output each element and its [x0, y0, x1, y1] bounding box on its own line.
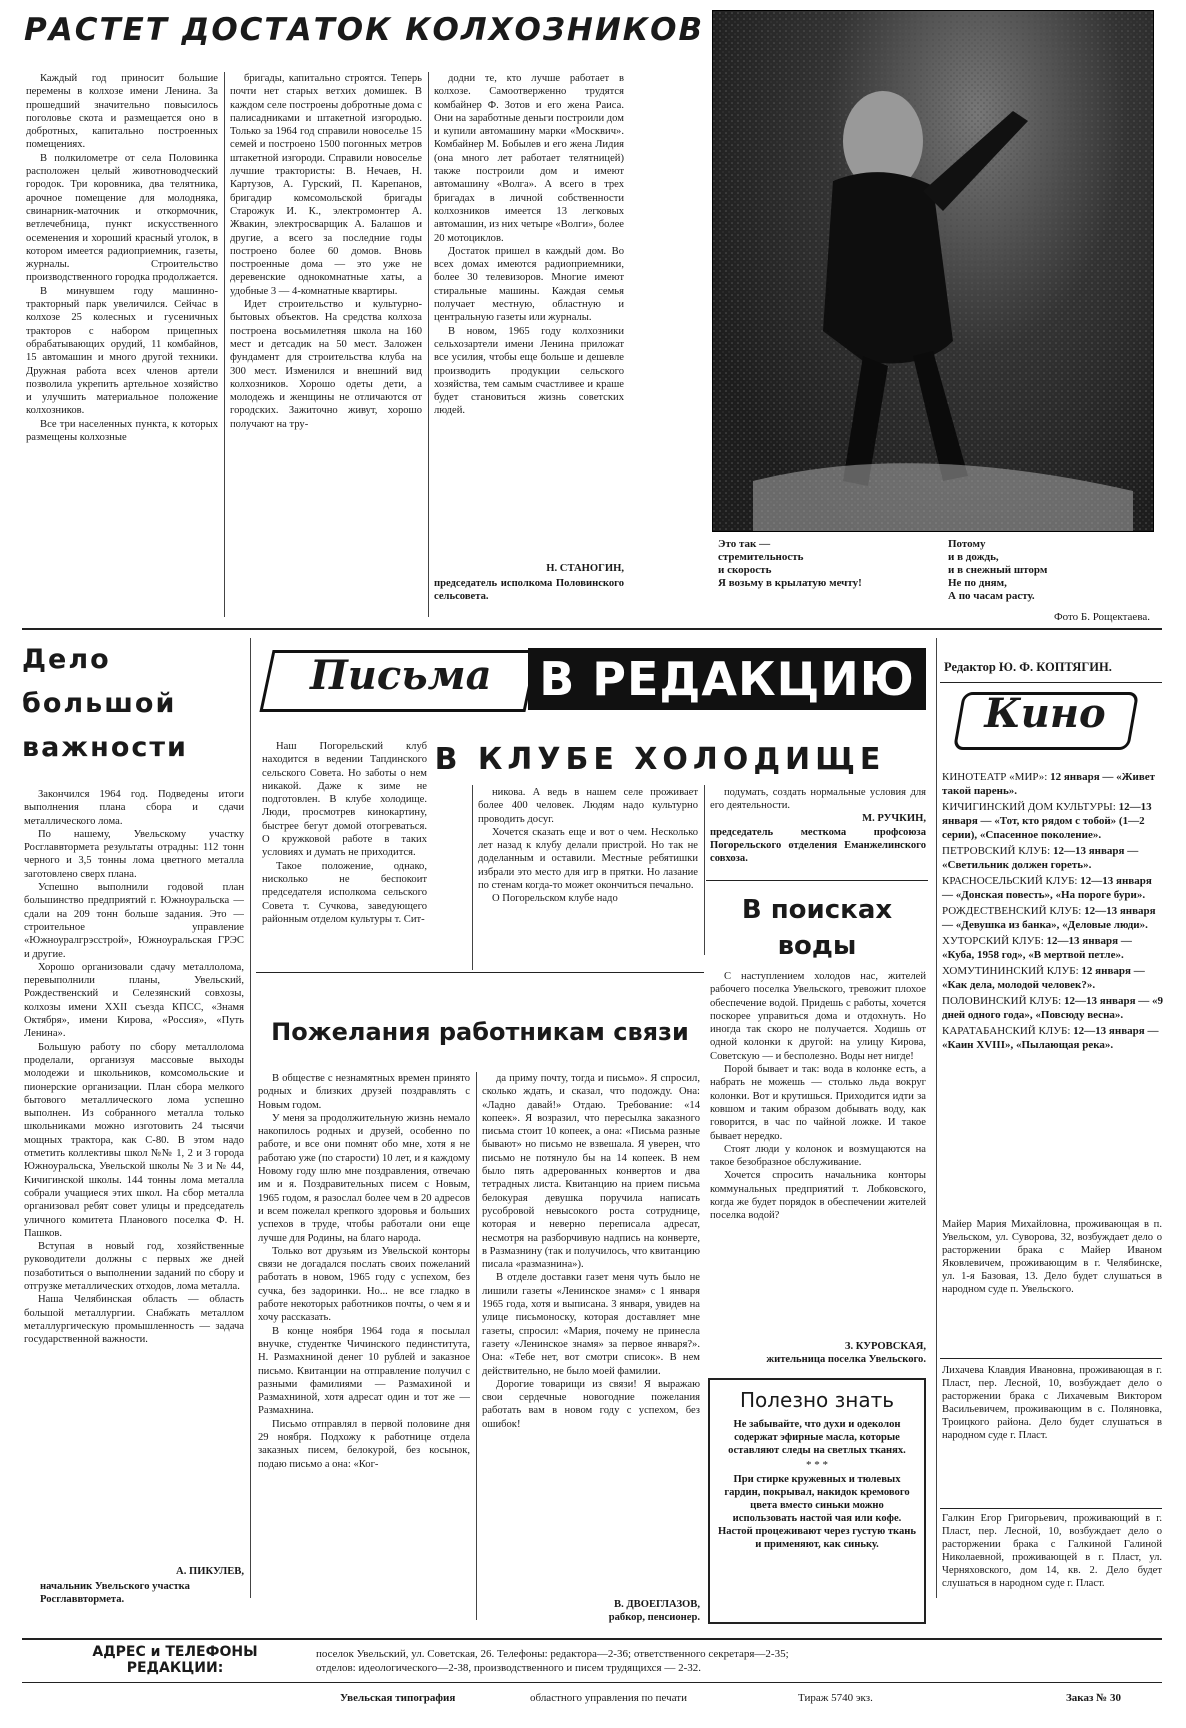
kino-place: ПЕТРОВСКИЙ КЛУБ:: [942, 845, 1053, 857]
paragraph: С наступлением холодов нас, жителей рабочего поселка Увельского, тревожит плохое обеспечение водой. Придешь с работы, хочется поскорее управиться дома и отдохнуть. Но иногда так скоро не получается. Ходишь от одной колонки к другой: на улицу Кирова, Советскую — и бесполезно. Воды нет нигде!: [710, 971, 926, 1062]
paragraph: В новом, 1965 году колхозники сельхозартели имени Ленина приложат все усилия, чтобы еще больше и дешевле производить продукции сельского хозяйства, тем самым счастливее и краше будет становиться жизнь советских людей.: [434, 325, 624, 417]
divider: [940, 682, 1162, 683]
editor-name: Редактор Ю. Ф. КОПТЯГИН.: [944, 660, 1112, 674]
kino-list: [942, 770, 1164, 1054]
kino-item: [942, 874, 1164, 902]
kino-schedule: 12—13 января — «Куба, 1958 год», «В мертвой петле».: [942, 935, 1132, 961]
paragraph: Наш Погорельский клуб находится в ведении Тапдинского сельского Совета. Но заботы о нем никакой. Даже к зиме не подготовлен. В клубе холодище. Люди, просмотрев кинокартину, быстрее бегут домой отогреваться. О кружковой работе в таких условиях и думать не приходится.: [262, 741, 427, 859]
kino-schedule: 12—13 января — «Донская повесть», «На пороге бури».: [942, 875, 1152, 901]
delo-text: [24, 788, 244, 1560]
photo-caption-left: Это так — стремительность и скорость Я возьму в крылатую мечту!: [718, 538, 862, 589]
paragraph: Дорогие товарищи из связи! Я выражаю свои сердечные новогодние пожелания работать вам в новом году с успехом, без ошибок!: [482, 1378, 700, 1430]
kino-item: [942, 770, 1164, 798]
divider: [250, 638, 251, 1598]
paragraph: В обществе с незнамятных времен принято родных и близких друзей поздравлять с Новым годом.: [258, 1073, 470, 1111]
wishes-title: Пожелания работникам связи: [271, 1018, 689, 1046]
water-text: [710, 970, 926, 1340]
footer-divider: [22, 1638, 1162, 1640]
paragraph: бригады, капитально строятся. Теперь почти нет старых ветхих домишек. В каждом селе построены добротные дома с палисадниками и штакетной изгородью. Только за 1964 год справили новоселье 15 семей и построено 1500 погонных метров штакетной изгороди. Справили новоселье лучшие трактористы: В. Нечаев, Н. Картузов, А. Гурский, П. Карепанов, бригадир комсомольской бригады Старожук И. К., электромонтер А. Жвакин, электросварщик А. Балашов и другие, а всего за последние годы построено более 60 домов. Вновь построенные дома — это уже не деревенские однокомнатные хаты, а удобные 3 — 4-комнатные квартиры.: [230, 73, 422, 297]
club-col2: [478, 786, 698, 971]
useful-box: [708, 1378, 926, 1624]
paragraph: В отделе доставки газет меня чуть было не лишили газеты «Ленинское знамя» с 1 января 1965 года, хотя и выписана. 3 января, увидев на улице письмоноску, которая доставляет мне газеты, спросил: «Мария, почему не принесла газету «Ленинское знамя» за первое января?». Она: «Тебе нет, вот смотри список». В нем действительно, не было моей фамилии.: [482, 1272, 700, 1377]
photo-child: [712, 10, 1154, 532]
kino-place: ХУТОРСКИЙ КЛУБ:: [942, 935, 1047, 947]
kino-place: КАРАТАБАНСКИЙ КЛУБ:: [942, 1025, 1074, 1037]
divorce-notice-1: Майер Мария Михайловна, проживающая в п. Увельском, ул. Суворова, 32, возбуждает дело о расторжении брака с Майер Иваном Яковлевичем, проживающим в г. Челябинске, ул. 1-я Базовая, 13. Дело будет слушаться в народном суде п. Увельского.: [942, 1219, 1162, 1295]
water-signature-role: жительница поселка Увельского.: [766, 1354, 926, 1365]
club-signature-role: председатель месткома профсоюза Погорельского отделения Еманжелинского совхоза.: [710, 827, 926, 864]
paragraph: О Погорельском клубе надо: [492, 893, 618, 905]
kino-schedule: 12—13 января — «Каин XVIII», «Пылающая река».: [942, 1025, 1159, 1051]
kino-schedule: 12 января — «Как дела, молодой человек?».: [942, 965, 1145, 991]
top-article-col2: [230, 72, 422, 617]
divider: [940, 1508, 1162, 1509]
wishes-col2: [482, 1072, 700, 1594]
delo-signature: А. ПИКУЛЕВ,: [176, 1566, 244, 1577]
paragraph: Наша Челябинская область — область большой металлургии. Снабжать металлом металлургическую промышленность — задача государственной важности.: [24, 1294, 244, 1346]
headline-rastet: РАСТЕТ ДОСТАТОК КОЛХОЗНИКОВ: [24, 12, 705, 48]
footer-address-label: АДРЕС и ТЕЛЕФОНЫ РЕДАКЦИИ:: [92, 1644, 258, 1676]
kino-item: [942, 904, 1164, 932]
useful-stars: * * *: [806, 1459, 828, 1471]
kino-item: [942, 994, 1164, 1022]
footer-divider-2: [22, 1682, 1162, 1683]
divider: [476, 1072, 477, 1620]
paragraph: У меня за продолжительную жизнь немало накопилось родных и друзей, особенно по работе, и все они помнят обо мне, хотя я не работаю уже (по старости) 10 лет, и я каждому Новому году шлю мне поздравления, отвечаю им и я. Поздравительных писем с Новым, 1965 годом, я разослал более чем в 20 адресов и всем пожелал крепкого здоровья и больших успехов в труде, чтобы работали они еще лучше для Родины, на благо народа.: [258, 1112, 470, 1244]
kino-place: ХОМУТИНИНСКИЙ КЛУБ:: [942, 965, 1082, 977]
paragraph: Письмо отправлял в первой половине дня 29 ноября. Подхожу к работнице отдела заказных писем, белокурой, без косынок, подаю письмо а она: «Ког-: [258, 1418, 470, 1470]
paragraph: Хочется сказать еще и вот о чем. Несколько лет назад к клубу делали пристрой. Но так не доделанным и оставили. Местные ребятишки избрали это место для игр в прятки. Но лазание по стенам когда-то может окончиться печально.: [478, 826, 698, 892]
kino-place: КИНОТЕАТР «МИР»:: [942, 771, 1051, 783]
divider: [428, 72, 429, 617]
useful-title: Полезно знать: [739, 1388, 895, 1412]
top-article-signature-role: председатель исполкома Половинского сельсовета.: [434, 578, 624, 602]
photo-caption-right: Потому и в дождь, и в снежный шторм Не по дням, А по часам расту.: [948, 538, 1048, 602]
letters-banner: [266, 640, 926, 720]
kino-item: [942, 1024, 1164, 1052]
footer-circulation: Тираж 5740 экз.: [798, 1692, 873, 1704]
paragraph: Закончился 1964 год. Подведены итоги выполнения плана сбора и сдачи металлического лома.: [24, 789, 244, 827]
useful-tip-2: При стирке кружевных и тюлевых гардин, покрывал, накидок кремового цвета вместо синьки можно использовать настой чая или кофе. Настой процеживают через густую ткань и применяют, как синьку.: [718, 1474, 916, 1550]
kino-item: [942, 800, 1164, 842]
paragraph: Порой бывает и так: вода в колонке есть, а набрать не можешь — столько льда вокруг колонки. Вот и крутишься. Приходится идти за ковшом и таким образом добывать воду, как говорится, в час по чайной ложке. И такое бывает нередко.: [710, 1064, 926, 1142]
paragraph: Идет строительство и культурно-бытовых объектов. На средства колхоза построена восьмилетняя школа на 160 мест и детсадик на 50 мест. Заложен фундамент для строительства клуба на 300 мест. Изменился и внешний вид колхозников. Хорошо одеты дети, а молодежь и женщины не отличаются от городских. Зажиточно живут, хорошо получают на тру-: [230, 299, 422, 430]
divorce-notice-2: Лихачева Клавдия Ивановна, проживающая в г. Пласт, пер. Лесной, 10, возбуждает дело о расторжении брака с Лихачевым Виктором Васильевичем, проживающим в с. Поляновка, Троицкого района. Дело будет слушаться в народном суде г. Пласт.: [942, 1365, 1162, 1441]
footer-line2: отделов: идеологического—2-38, производственного и писем трудящихся — 2-32.: [316, 1662, 702, 1674]
divider: [706, 880, 928, 881]
paragraph: В конце ноября 1964 года я посылал внучке, студентке Чичинского пединститута, Н. Размахниной денег 10 рублей и заказное письмо. Квитанции на отправление получил с разными фамилиями — Размахиной и Размахниной, хотя адресат один и тот же — Размахнина.: [258, 1325, 470, 1417]
paragraph: да приму почту, тогда и письмо». Я спросил, сколько ждать, и сказал, что подожду. Она: «Ладно давай!» Отдаю. Требование: «14 копеек». Я возразил, что пересылка заказного письма стоит 10 копеек, а она: «Письма разные бывают» но письмо не взвешала. Я уверен, что письмо не потянуло бы на 14 копеек. В нем было пять адрерованных конвертов и два тетрадных листа. Квитанцию на прием письма белокурая девушка поручила написать русобровой невысокого роста сотруднице, которая и неверно переписала адресат, несмотря на разборчивую надпись на конверте, в Размазнину (так и получилось, что квитанцию писала «размазнина»).: [482, 1073, 700, 1271]
club-title: В КЛУБЕ ХОЛОДИЩЕ: [434, 742, 886, 777]
child-silhouette-icon: [713, 11, 1153, 531]
divider: [940, 1358, 1162, 1359]
divider: [224, 72, 225, 617]
top-article-col1: [26, 72, 218, 617]
footer-printer-2: областного управления по печати: [530, 1692, 687, 1704]
paragraph: В минувшем году машинно-тракторный парк увеличился. Сейчас в колхозе 25 колесных и гусеничных тракторов с набором прицепных обрабатывающих орудий, 11 комбайнов, 15 автомашин и много другой техники. Дружная работа всех членов артели позволила укрепить артельное хозяйство и улучшить материальное положение колхозников.: [26, 285, 218, 417]
paragraph: додни те, кто лучше работает в колхозе. Самоотверженно трудятся комбайнер Ф. Зотов и его жена Раиса. Они на заработные деньги построили дом и купили автомашину марки «Москвич». Комбайнер М. Бобылев и его жена Лидия (она много лет работает телятницей) также построили дом и имеют автомашину «Волга». А всего в трех бригадах в личной собственности колхозников имеется 13 легковых автомашин, из них четыре «Волги», более 20 мотоциклов.: [434, 73, 624, 244]
wishes-signature: В. ДВОЕГЛАЗОВ,: [614, 1599, 700, 1610]
paragraph: Такое положение, однако, нисколько не беспокоит председателя исполкома сельского Совета т. Сучкова, заведующего районным отделом культуры т. Сит-: [262, 860, 427, 925]
footer-order: Заказ № 30: [1066, 1692, 1121, 1704]
section-divider: [22, 628, 1162, 630]
paragraph: Хочется спросить начальника конторы коммунальных предприятий т. Лобковского, когда же будет порядок в обеспечении жителей поселка водой?: [710, 1170, 926, 1222]
paragraph: Каждый год приносит большие перемены в колхозе имени Ленина. За прошедший значительно повысилось поголовье скота и размещается оно в добротных, капитально построенных помещениях.: [26, 73, 218, 151]
kino-schedule: 12—13 января — «Светильник должен гореть».: [942, 845, 1139, 871]
delo-title: Дело большой важности: [22, 644, 188, 763]
divider: [256, 972, 704, 973]
paragraph: В полкилометре от села Половинка расположен целый животноводческий городок. Три коровника, два телятника, арочное помещение для молодняка, свинарник-маточник и откормочник, ветлечебница, пункт искусственного осеменения и хороший красный уголок, в котором имеется радиоприемник, газеты, журналы. Строительство производственного городка продолжается.: [26, 152, 218, 284]
divider: [936, 638, 937, 1598]
kino-schedule: 12—13 января — «Девушка из банка», «Деловые люди».: [942, 905, 1156, 931]
wishes-signature-role: рабкор, пенсионер.: [608, 1612, 700, 1623]
paragraph: Стоят люди у колонок и возмущаются на такое безобразное обслуживание.: [710, 1143, 926, 1169]
kino-place: КИЧИГИНСКИЙ ДОМ КУЛЬТУРЫ:: [942, 801, 1119, 813]
footer-printer: Увельская типография: [340, 1692, 456, 1704]
wishes-col1: [258, 1072, 470, 1620]
useful-tip-1: Не забывайте, что духи и одеколон содержат эфирные масла, которые оставляют следы на светлых тканях.: [728, 1419, 906, 1456]
delo-signature-role: начальник Увельского участка Росглаввтормета.: [40, 1581, 190, 1605]
paragraph: Только вот друзьям из Увельской конторы связи не догадался послать своих пожеланий работать в новом, 1965 году с успехом, без сучка, без задоринки. Но... не все гладко в работе некоторых работников почты, о чем я и хочу рассказать.: [258, 1245, 470, 1324]
banner-title: В РЕДАКЦИЮ: [528, 648, 926, 710]
paragraph: Хорошо организовали сдачу металлолома, перевыполнили планы, Увельский, Рождественский и Селезянский совхозы, колхозы имени XXII съезда КПСС, «Знамя Октября», имени Кирова, «Россия», «Путь Ленина».: [24, 961, 244, 1040]
kino-schedule: 12—13 января — «Тот, кто рядом с тобой» (1—2 серии), «Спасенное поколение».: [942, 801, 1152, 841]
paragraph: Вступая в новый год, хозяйственные руководители должны с первых же дней позаботиться о выполнении заданий по сбору и отгрузке металлических отходов, лома металла.: [24, 1241, 244, 1292]
divorce-notice-3: Галкин Егор Григорьевич, проживающий в г. Пласт, пер. Лесной, 10, возбуждает дело о расторжении брака с Галкиной Галиной Николаевной, проживающей в г. Пласт, ул. Черняховского, дом 14, кв. 2. Дело будет слушаться в народном суде г. Пласт.: [942, 1513, 1162, 1589]
kino-place: ПОЛОВИНСКИЙ КЛУБ:: [942, 995, 1064, 1007]
club-signature: М. РУЧКИН,: [862, 813, 926, 824]
kino-item: [942, 934, 1164, 962]
kino-place: КРАСНОСЕЛЬСКИЙ КЛУБ:: [942, 875, 1081, 887]
club-col3: [710, 786, 926, 813]
water-signature: З. КУРОВСКАЯ,: [844, 1341, 926, 1352]
footer-line1: поселок Увельский, ул. Советская, 26. Телефоны: редактора—2-36; ответственного секретаря—2-35;: [316, 1648, 789, 1660]
kino-place: РОЖДЕСТВЕНСКИЙ КЛУБ:: [942, 905, 1085, 917]
paragraph: По нашему, Увельскому участку Росглаввтормета результаты отрадны: 112 тонн черного и 3,5 тонны лома цветного металла заготовлено сверх плана.: [24, 828, 244, 880]
paragraph: Успешно выполнили годовой план большинство предприятий г. Южноуральска — сдали на 209 тонн больше задания. Это — строительное управление «Южноуралгрэсстрой», Южноуральская ГРЭС и другие.: [24, 882, 244, 960]
top-article-col3: [434, 72, 624, 542]
kino-item: [942, 844, 1164, 872]
kino-item: [942, 964, 1164, 992]
top-article-signature: Н. СТАНОГИН,: [546, 563, 624, 574]
divider: [472, 785, 473, 970]
water-title: В поисках воды: [741, 895, 893, 961]
kino-schedule: 12—13 января — «9 дней одного года», «Повсюду весна».: [942, 995, 1164, 1021]
divider: [704, 785, 705, 955]
banner-script: Письма: [310, 652, 492, 699]
paragraph: Достаток пришел в каждый дом. Во всех домах имеются радиоприемники, более 30 телевизоров. Многие имеют стиральные машины. Каждая семья получает местную, областную и центральную газеты или журналы.: [434, 245, 624, 324]
paragraph: подумать, создать нормальные условия для его деятельности.: [710, 787, 926, 812]
kino-title: Кино: [984, 690, 1106, 737]
paragraph: Все три населенных пункта, к которых размещены колхозные: [26, 418, 218, 444]
photo-credit: Фото Б. Рощектаева.: [1053, 611, 1150, 623]
kino-schedule: 12 января — «Живет такой парень».: [942, 771, 1156, 797]
paragraph: никова. А ведь в нашем селе проживает более 400 человек. Людям надо культурно проводить досуг.: [478, 787, 698, 825]
paragraph: Большую работу по сбору металлолома проделали, организуя массовые выходы молодежи и школьников, комсомольские и пионерские организации. План сбора мелкого бытового металлического лома успешно выполнен. Из собранного металла только школьниками можно изготовить 24 тысячи мощных трактора, как С-80. В этом надо отметить коллективы школ №№ 1, 2 и 3 города Южноуральска, Увельской школы № 3 и № 44, Кичигинской школы. 144 тонны лома металла собрали учащиеся этих школ. На сбор металла организовал ребят совет улицы и председатель уличного комитета Планового поселка Ф. Н. Пашков.: [24, 1041, 244, 1239]
